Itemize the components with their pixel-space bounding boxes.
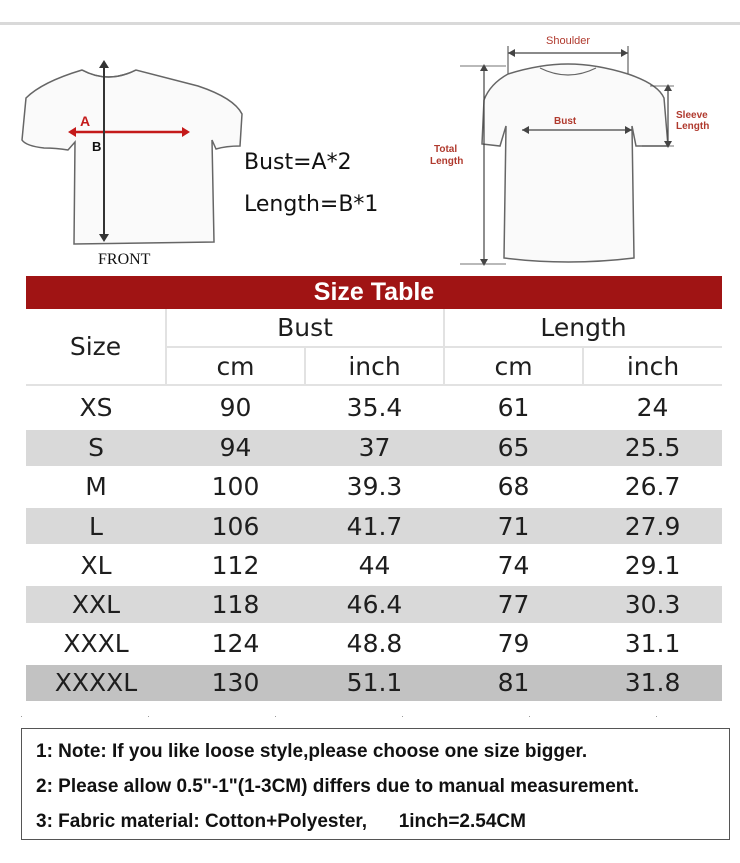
cell-length-cm: 79 — [444, 624, 583, 663]
cell-size: L — [26, 507, 166, 546]
table-row — [26, 624, 722, 663]
front-caption: FRONT — [98, 251, 151, 268]
measure-shirt-outline — [482, 64, 668, 262]
cell-bust-cm: 112 — [166, 546, 305, 585]
length-formula: Length=B*1 — [244, 192, 379, 217]
cell-bust-cm: 100 — [166, 467, 305, 506]
cell-bust-inch: 51.1 — [305, 663, 444, 702]
measurement-diagram — [420, 26, 720, 276]
header-bust: Bust — [166, 309, 444, 347]
cell-bust-inch: 46.4 — [305, 585, 444, 624]
cell-bust-cm: 90 — [166, 389, 305, 428]
cell-length-cm: 77 — [444, 585, 583, 624]
cell-length-inch: 24 — [583, 389, 722, 428]
cell-size: XS — [26, 389, 166, 428]
shoulder-label: Shoulder — [546, 35, 591, 47]
cell-length-cm: 65 — [444, 428, 583, 467]
notes-box — [21, 728, 730, 840]
label-a: A — [80, 113, 91, 129]
header-length: Length — [444, 309, 722, 347]
table-row — [26, 507, 722, 546]
table-row — [26, 389, 722, 428]
cell-bust-inch: 37 — [305, 428, 444, 467]
sleeve-length-label-2: Length — [676, 121, 710, 132]
cell-size: XL — [26, 546, 166, 585]
table-row — [26, 663, 722, 702]
cell-bust-inch: 44 — [305, 546, 444, 585]
dotted-separator — [21, 716, 730, 717]
note-loose-style: 1: Note: If you like loose style,please choose one size bigger. — [36, 741, 588, 762]
front-shirt-outline — [22, 70, 242, 244]
header-length-inch: inch — [583, 347, 722, 385]
size-table — [26, 276, 722, 704]
table-row — [26, 428, 722, 467]
cell-length-inch: 26.7 — [583, 467, 722, 506]
header-bust-cm: cm — [166, 347, 305, 385]
header-size: Size — [26, 309, 166, 385]
table-row — [26, 467, 722, 506]
size-table-title: Size Table — [26, 276, 722, 309]
cell-size: XXXL — [26, 624, 166, 663]
cell-length-inch: 31.1 — [583, 624, 722, 663]
cell-bust-inch: 39.3 — [305, 467, 444, 506]
table-row — [26, 585, 722, 624]
cell-length-inch: 27.9 — [583, 507, 722, 546]
front-shirt-diagram — [20, 58, 252, 273]
cell-size: XXL — [26, 585, 166, 624]
cell-bust-cm: 94 — [166, 428, 305, 467]
size-grid — [26, 309, 722, 704]
cell-bust-inch: 35.4 — [305, 389, 444, 428]
bust-formula: Bust=A*2 — [244, 150, 352, 175]
cell-size: XXXXL — [26, 663, 166, 702]
total-length-label-2: Length — [430, 156, 464, 167]
cell-bust-cm: 124 — [166, 624, 305, 663]
header-bust-inch: inch — [305, 347, 444, 385]
cell-bust-inch: 41.7 — [305, 507, 444, 546]
cell-length-cm: 71 — [444, 507, 583, 546]
top-divider — [0, 22, 740, 25]
cell-bust-cm: 106 — [166, 507, 305, 546]
bust-label: Bust — [554, 116, 577, 127]
cell-length-cm: 74 — [444, 546, 583, 585]
header-length-cm: cm — [444, 347, 583, 385]
cell-length-cm: 68 — [444, 467, 583, 506]
cell-size: S — [26, 428, 166, 467]
cell-size: M — [26, 467, 166, 506]
cell-length-cm: 61 — [444, 389, 583, 428]
cell-bust-cm: 130 — [166, 663, 305, 702]
table-row — [26, 546, 722, 585]
cell-bust-cm: 118 — [166, 585, 305, 624]
cell-length-inch: 29.1 — [583, 546, 722, 585]
sleeve-length-label-1: Sleeve — [676, 110, 708, 121]
cell-length-inch: 30.3 — [583, 585, 722, 624]
total-length-label-1: Total — [434, 144, 458, 155]
cell-length-inch: 31.8 — [583, 663, 722, 702]
note-measurement-tolerance: 2: Please allow 0.5"-1"(1-3CM) differs due to manual measurement. — [36, 776, 639, 797]
cell-length-cm: 81 — [444, 663, 583, 702]
label-b: B — [92, 139, 102, 154]
note-fabric-material: 3: Fabric material: Cotton+Polyester, 1inch=2.54CM — [36, 811, 526, 832]
cell-bust-inch: 48.8 — [305, 624, 444, 663]
cell-length-inch: 25.5 — [583, 428, 722, 467]
